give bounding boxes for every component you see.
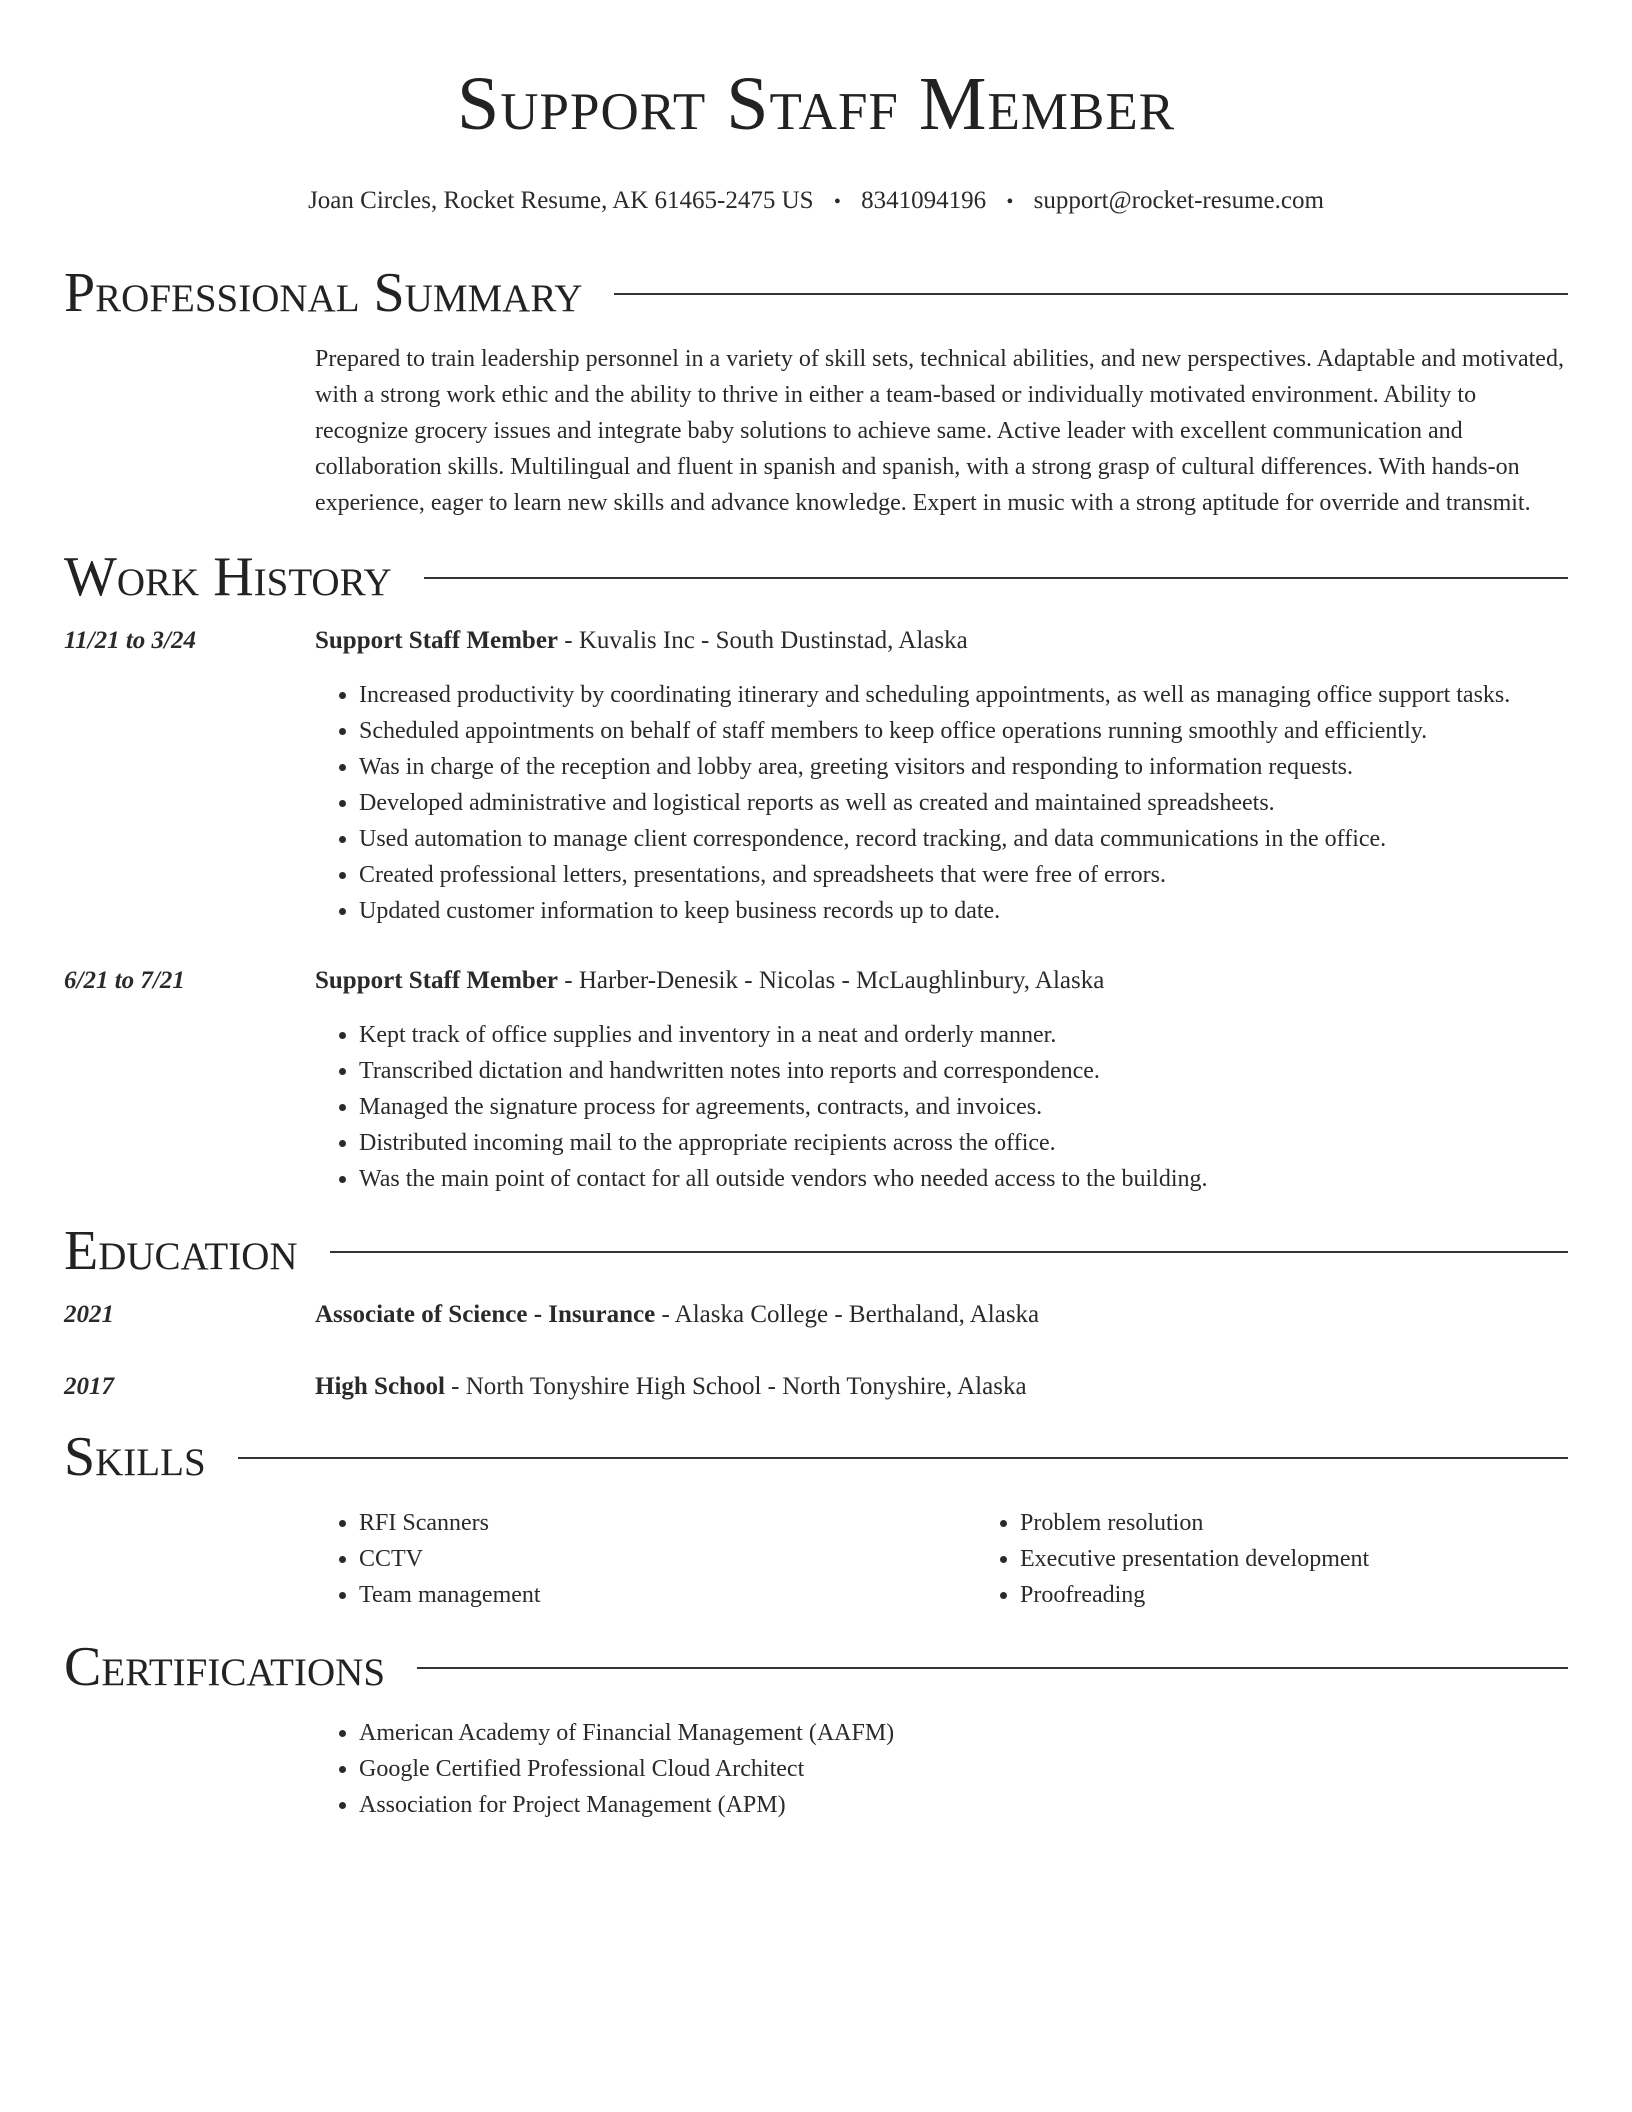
section-header [64,545,1568,609]
certifications-list [315,1715,1568,1823]
job-entry [64,623,1568,929]
list-item: • Scheduled appointments on behalf of staff members to keep office operations running smoothly and efficiently. [359,713,1568,749]
contact-line [64,186,1568,217]
job-details: - Harber-Denesik - Nicolas - McLaughlinbury, Alaska [558,967,1105,994]
education-heading-line [315,1369,1568,1405]
list-item: • Was the main point of contact for all outside vendors who needed access to the building. [359,1161,1568,1197]
education-year: 2021 [64,1301,114,1328]
list-item: • Association for Project Management (APM) [359,1787,1568,1823]
summary-section [64,261,1568,521]
list-item: • Distributed incoming mail to the appropriate recipients across the office. [359,1125,1568,1161]
education-details: - Alaska College - Berthaland, Alaska [655,1301,1040,1328]
list-item: • CCTV [359,1541,976,1577]
list-item: • Google Certified Professional Cloud Architect [359,1751,1568,1787]
education-degree: Associate of Science - Insurance [315,1301,656,1328]
list-item: • Kept track of office supplies and inventory in a neat and orderly manner. [359,1017,1568,1053]
job-details: - Kuvalis Inc - South Dustinstad, Alaska [558,627,968,654]
education-heading-line [315,1297,1568,1333]
contact-separator: • [833,191,841,213]
job-dates: 6/21 to 7/21 [64,967,185,994]
list-item: • Created professional letters, presentations, and spreadsheets that were free of errors. [359,857,1568,893]
section-divider [238,1457,1568,1459]
education-details: - North Tonyshire High School - North Tonyshire, Alaska [444,1373,1027,1400]
skills-list-right [976,1505,1632,1613]
section-header [64,1219,1568,1283]
education-section [64,1219,1568,1405]
job-entry [64,963,1568,1197]
list-item: • RFI Scanners [359,1505,976,1541]
section-divider [417,1667,1568,1669]
list-item: • American Academy of Financial Management (AAFM) [359,1715,1568,1751]
list-item: • Updated customer information to keep business records up to date. [359,893,1568,929]
list-item: • Managed the signature process for agreements, contracts, and invoices. [359,1089,1568,1125]
contact-email[interactable]: support@rocket-resume.com [1033,187,1324,214]
summary-heading: Professional Summary [64,262,583,324]
contact-address: Joan Circles, Rocket Resume, AK 61465-2475 US [308,187,814,214]
list-item: • Executive presentation development [1020,1541,1632,1577]
education-entry [64,1297,1568,1333]
work-history-section [64,545,1568,1197]
list-item: • Increased productivity by coordinating itinerary and scheduling appointments, as well as managing office support tasks. [359,677,1568,713]
contact-phone[interactable]: 8341094196 [861,187,987,214]
job-title: Support Staff Member [315,967,559,994]
list-item: • Problem resolution [1020,1505,1632,1541]
list-item: • Proofreading [1020,1577,1632,1613]
candidate-name: Support Staff Member [456,62,1176,146]
section-header [64,261,1568,325]
skills-heading: Skills [64,1426,206,1488]
contact-separator: • [1006,191,1014,213]
work-history-heading: Work History [64,546,392,608]
section-divider [424,577,1568,579]
section-divider [614,293,1568,295]
list-item: • Transcribed dictation and handwritten notes into reports and correspondence. [359,1053,1568,1089]
skills-list-left [315,1505,976,1613]
skills-section [64,1425,1568,1613]
section-divider [330,1251,1568,1253]
job-dates: 11/21 to 3/24 [64,627,196,654]
section-header [64,1425,1568,1489]
job-title: Support Staff Member [315,627,559,654]
education-degree: High School [315,1373,445,1400]
list-item: • Was in charge of the reception and lobby area, greeting visitors and responding to information requests. [359,749,1568,785]
education-entry [64,1369,1568,1405]
summary-text: Prepared to train leadership personnel in a variety of skill sets, technical abilities, and new perspectives. Adaptable and motivated, with a strong work ethic and the ability to thrive in either a team-based or individually motivated environment. Ability to recognize grocery issues and integrate baby solutions to achieve same. Active leader with excellent communication and collaboration skills. Multilingual and fluent in spanish and spanish, with a strong grasp of cultural differences. With hands-on experience, eager to learn new skills and advance knowledge. Expert in music with a strong aptitude for override and transmit. [315,346,1564,516]
job-duties [315,1017,1568,1197]
education-heading: Education [64,1220,298,1282]
list-item: • Used automation to manage client correspondence, record tracking, and data communications in the office. [359,821,1568,857]
list-item: • Developed administrative and logistical reports as well as created and maintained spreadsheets. [359,785,1568,821]
certifications-section [64,1635,1568,1823]
job-duties [315,677,1568,929]
education-year: 2017 [64,1373,114,1400]
job-heading [315,623,1568,659]
list-item: • Team management [359,1577,976,1613]
section-header [64,1635,1568,1699]
certifications-heading: Certifications [64,1636,386,1698]
job-heading [315,963,1568,999]
